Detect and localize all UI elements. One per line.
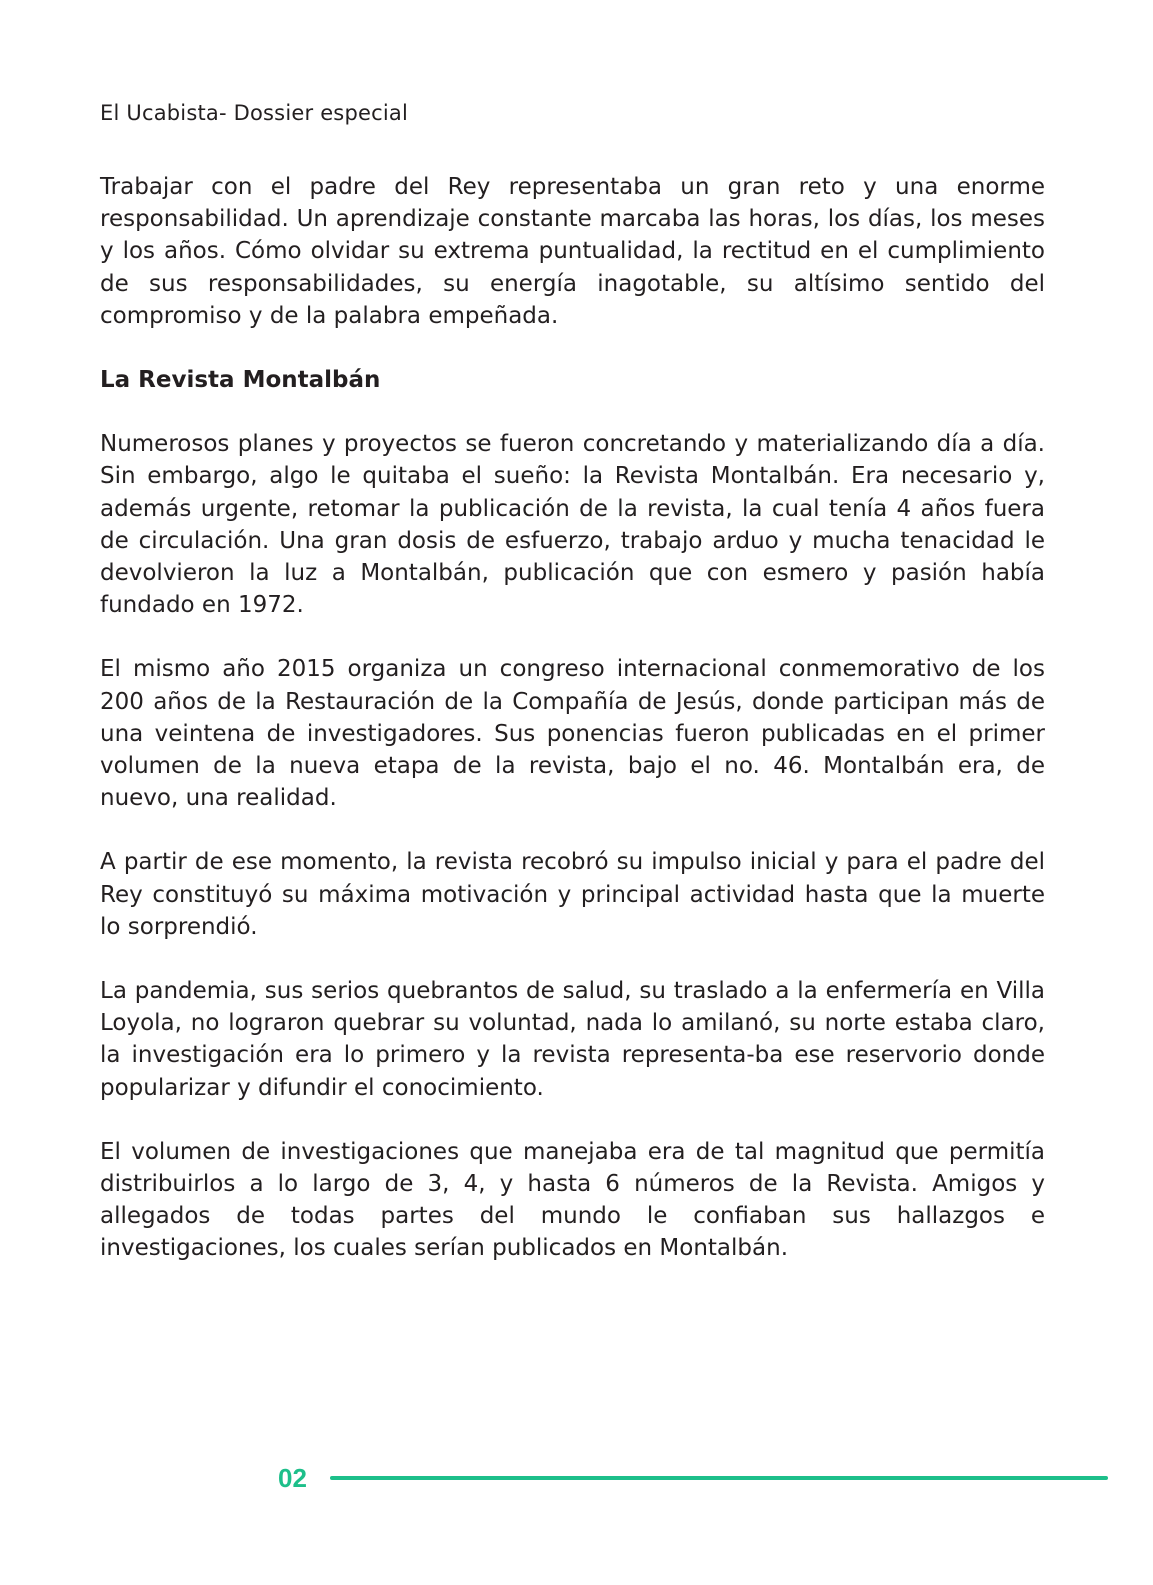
running-header: El Ucabista- Dossier especial (100, 101, 408, 125)
page-number: 02 (278, 1463, 307, 1493)
footer-rule (330, 1476, 1108, 1480)
body-paragraph: El volumen de investigaciones que manejaba era de tal magnitud que permitía distribuirlos a lo largo de 3, 4, y hasta 6 números de la Revista. Amigos y allegados de todas partes del mundo le confiaban sus hallazgos e investigaciones, los cuales serían publicados en Montalbán. (100, 1138, 1045, 1262)
body-paragraph: La pandemia, sus serios quebrantos de salud, su traslado a la enfermería en Villa Loyola, no lograron quebrar su voluntad, nada lo amilanó, su norte estaba claro, la investigación era lo primero y la revista representa-ba ese reservorio donde popularizar y difundir el conocimiento. (100, 978, 1045, 1101)
body-paragraph: Numerosos planes y proyectos se fueron concretando y materializando día a día. Sin embargo, algo le quitaba el sueño: la Revista Montalbán. Era necesario y, además urgente, retomar la publicación de la revista, la cual tenía 4 años fuera de circulación. Una gran dosis de esfuerzo, trabajo arduo y mucha tenacidad le devolvieron la luz a Montalbán, publicación que con esmero y pasión había fundado en 1972. (100, 431, 1045, 619)
intro-paragraph: Trabajar con el padre del Rey representaba un gran reto y una enorme responsabilidad. Un aprendizaje constante marcaba las horas, los días, los meses y los años. Cómo olvidar su extrema puntualidad, la rectitud en el cumplimiento de sus responsabilidades, su energía inagotable, su altísimo sentido del compromiso y de la palabra empeñada. (100, 174, 1045, 329)
page-footer (0, 1460, 1153, 1500)
section-heading: La Revista Montalbán (100, 367, 381, 394)
body-paragraph: A partir de ese momento, la revista recobró su impulso inicial y para el padre del Rey constituyó su máxima motivación y principal actividad hasta que la muerte lo sorprendió. (100, 849, 1045, 940)
article-body (100, 171, 1045, 1265)
body-paragraph: El mismo año 2015 organiza un congreso internacional conmemorativo de los 200 años de la Restauración de la Compañía de Jesús, donde participan más de una veintena de investigadores. Sus ponencias fueron publicadas en el primer volumen de la nueva etapa de la revista, bajo el no. 46. Montalbán era, de nuevo, una realidad. (100, 656, 1045, 812)
